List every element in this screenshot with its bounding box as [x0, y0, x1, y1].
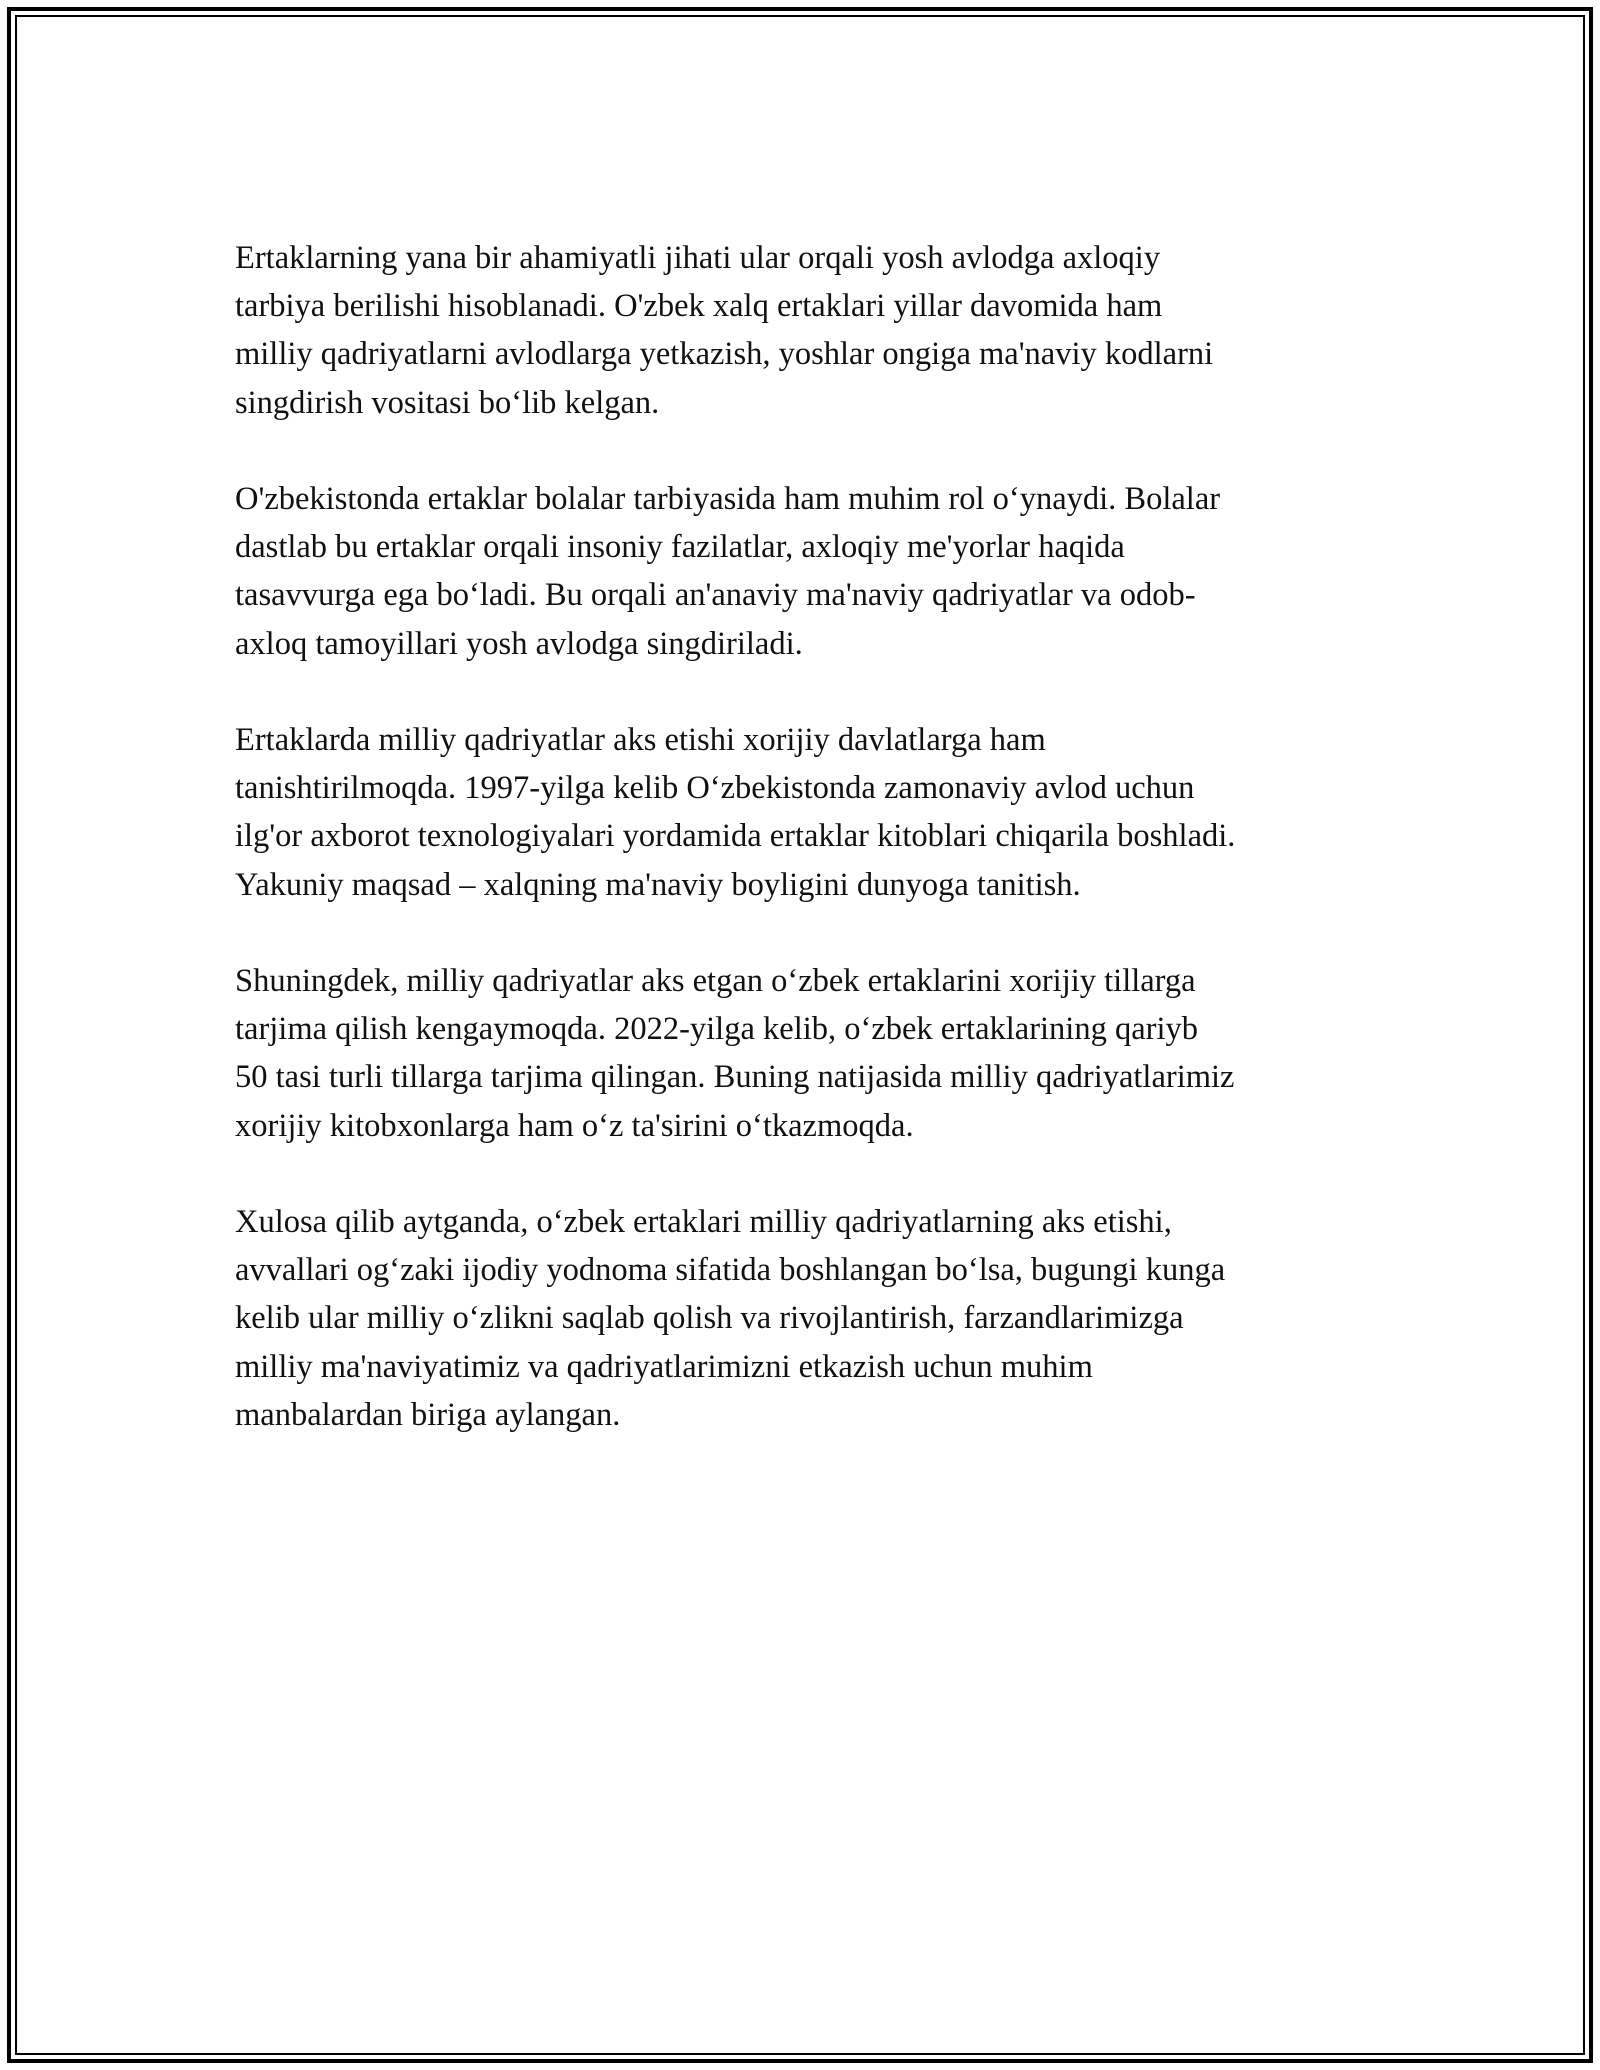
paragraph-1 [235, 234, 1375, 427]
text-line: milliy qadriyatlarni avlodlarga yetkazish, yoshlar ongiga ma'naviy kodlarni [235, 336, 1214, 373]
text-line: Ertaklarning yana bir ahamiyatli jihati ular orqali yosh avlodga axloqiy [235, 240, 1161, 276]
paragraph-3 [235, 716, 1375, 909]
text-line: 50 tasi turli tillarga tarjima qilingan. Buning natijasida milliy qadriyatlarimiz [235, 1059, 1235, 1096]
text-line: xorijiy kitobxonlarga ham o‘z ta'sirini o‘tkazmoqda. [235, 1107, 914, 1144]
text-line: Yakuniy maqsad – xalqning ma'naviy boyligini dunyoga tanitish. [235, 866, 1081, 903]
text-line: tarjima qilish kengaymoqda. 2022-yilga kelib, o‘zbek ertaklarining qariyb [235, 1011, 1198, 1048]
text-line: tarbiya berilishi hisoblanadi. O'zbek xalq ertaklari yillar davomida ham [235, 288, 1163, 325]
text-line: Ertaklarda milliy qadriyatlar aks etishi xorijiy davlatlarga ham [235, 722, 1046, 758]
text-line: milliy ma'naviyatimiz va qadriyatlarimizni etkazish uchun muhim [235, 1348, 1093, 1385]
paragraph-2 [235, 475, 1375, 668]
text-line: manbalardan biriga aylangan. [235, 1396, 621, 1433]
text-line: Shuningdek, milliy qadriyatlar aks etgan o‘zbek ertaklarini xorijiy tillarga [235, 963, 1196, 999]
text-line: tanishtirilmoqda. 1997-yilga kelib O‘zbekistonda zamonaviy avlod uchun [235, 770, 1195, 807]
paragraph-4 [235, 957, 1375, 1150]
text-line: ilg'or axborot texnologiyalari yordamida ertaklar kitoblari chiqarila boshladi. [235, 818, 1236, 855]
text-line: dastlab bu ertaklar orqali insoniy fazilatlar, axloqiy me'yorlar haqida [235, 529, 1125, 566]
text-line: avvallari og‘zaki ijodiy yodnoma sifatida boshlangan bo‘lsa, bugungi kunga [235, 1252, 1226, 1289]
text-line: O'zbekistonda ertaklar bolalar tarbiyasida ham muhim rol o‘ynaydi. Bolalar [235, 481, 1221, 517]
text-line: tasavvurga ega bo‘ladi. Bu orqali an'anaviy ma'naviy qadriyatlar va odob- [235, 577, 1196, 614]
text-line: singdirish vositasi bo‘lib kelgan. [235, 384, 660, 421]
text-line: axloq tamoyillari yosh avlodga singdiriladi. [235, 625, 803, 662]
text-line: kelib ular milliy o‘zlikni saqlab qolish va rivojlantirish, farzandlarimizga [235, 1300, 1184, 1337]
text-line: Xulosa qilib aytganda, o‘zbek ertaklari milliy qadriyatlarning aks etishi, [235, 1204, 1172, 1240]
document-body [235, 234, 1375, 1487]
paragraph-5 [235, 1198, 1375, 1439]
